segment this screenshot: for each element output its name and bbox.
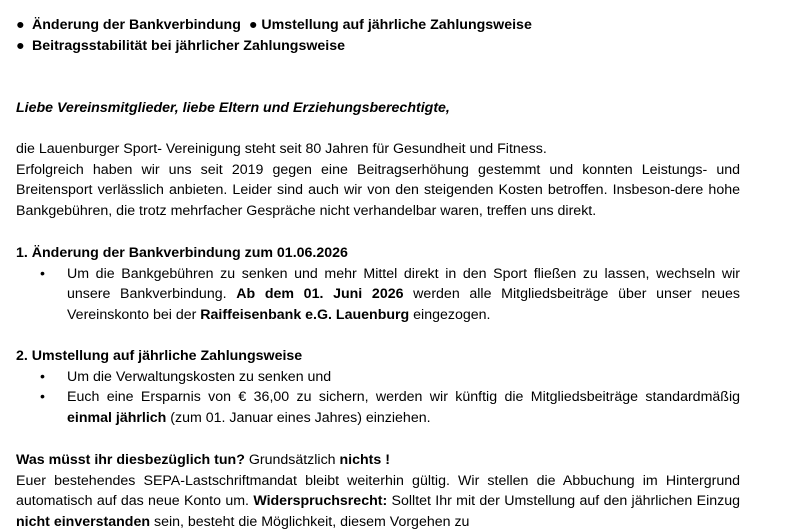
list-item: [16, 387, 740, 428]
intro-paragraph-1: die Lauenburger Sport- Vereinigung steht seit 80 Jahren für Gesundheit und Fitness.: [16, 141, 547, 157]
item-text: Um die Bankgebühren zu senken und mehr Mittel direkt in den Sport fließen zu lassen, wechseln wir unsere Bankverbindung.: [67, 265, 740, 303]
bullet-icon: •: [40, 265, 45, 282]
intro-text: [16, 139, 740, 221]
bullet-icon: ●: [16, 17, 25, 33]
salutation: Liebe Vereinsmitglieder, liebe Eltern und Erziehungsberechtigte,: [16, 100, 450, 116]
paragraph-text: Solltet Ihr mit der Umstellung auf den jährlichen Einzug: [387, 493, 740, 510]
section-bank-change: [16, 243, 740, 325]
question-bold: Was müsst ihr diesbezüglich tun?: [16, 452, 245, 468]
header-item: Beitragsstabilität bei jährlicher Zahlungsweise: [32, 38, 346, 54]
paragraph-text: Euer bestehendes SEPA-Lastschriftmandat bleibt weiterhin gültig. Wir stellen die Abbuchung im Hintergrund automatisch auf das neue Konto um.: [16, 472, 740, 510]
item-bold: Raiffeisenbank e.G. Lauenburg: [200, 306, 410, 323]
what-question: [16, 450, 740, 471]
paragraph-bold: nicht einverstanden: [16, 513, 151, 530]
what-paragraph: [16, 471, 740, 532]
item-text: werden alle Mitgliedsbeiträge über unser neues Vereinskonto bei der: [67, 286, 740, 323]
list-item: [16, 367, 740, 388]
bullet-icon: ●: [248, 17, 258, 33]
paragraph-text: sein, besteht die Möglichkeit, diesem Vorgehen zu: [150, 513, 470, 530]
section-payment-change: [16, 346, 740, 428]
section-list: [16, 264, 740, 326]
item-bold: einmal jährlich: [67, 409, 167, 426]
bullet-icon: ●: [16, 38, 25, 54]
item-bold: Ab dem 01. Juni 2026: [236, 286, 404, 303]
question-text: Grundsätzlich: [244, 452, 340, 468]
section-title: 2. Umstellung auf jährliche Zahlungsweise: [16, 348, 303, 364]
header-item: Umstellung auf jährliche Zahlungsweise: [261, 17, 532, 33]
item-text: eingezogen.: [409, 306, 491, 323]
paragraph-bold: Widerspruchsrecht:: [253, 493, 388, 510]
section-title: 1. Änderung der Bankverbindung zum 01.06.2026: [16, 245, 348, 261]
list-item: [16, 264, 740, 326]
header-line-1: [16, 15, 532, 36]
bullet-icon: •: [40, 389, 45, 406]
header-item: Änderung der Bankverbindung: [32, 17, 241, 33]
item-text: Euch eine Ersparnis von € 36,00 zu sichern, werden wir künftig die Mitgliedsbeiträge standardmäßig: [67, 389, 740, 406]
intro-paragraph-2: Erfolgreich haben wir uns seit 2019 gegen eine Beitragserhöhung gestemmt und konnten Leistungs- und Breitensport verlässlich anbieten. Leider sind auch wir von den steigenden Kosten betroffen. Insbeson-dere hohe Bankgebühren, die trotz mehrfacher Gespräche nicht verhandelbar waren, treffen uns direkt.: [16, 161, 740, 219]
bullet-icon: •: [40, 368, 45, 385]
section-what-to-do: [16, 450, 740, 532]
item-text: Um die Verwaltungskosten zu senken und: [67, 368, 332, 385]
header-line-2: [16, 36, 532, 57]
topic-header: [16, 15, 532, 57]
item-text: (zum 01. Januar eines Jahres) einziehen.: [166, 409, 431, 426]
question-bold: nichts !: [339, 452, 390, 468]
section-list: [16, 367, 740, 429]
